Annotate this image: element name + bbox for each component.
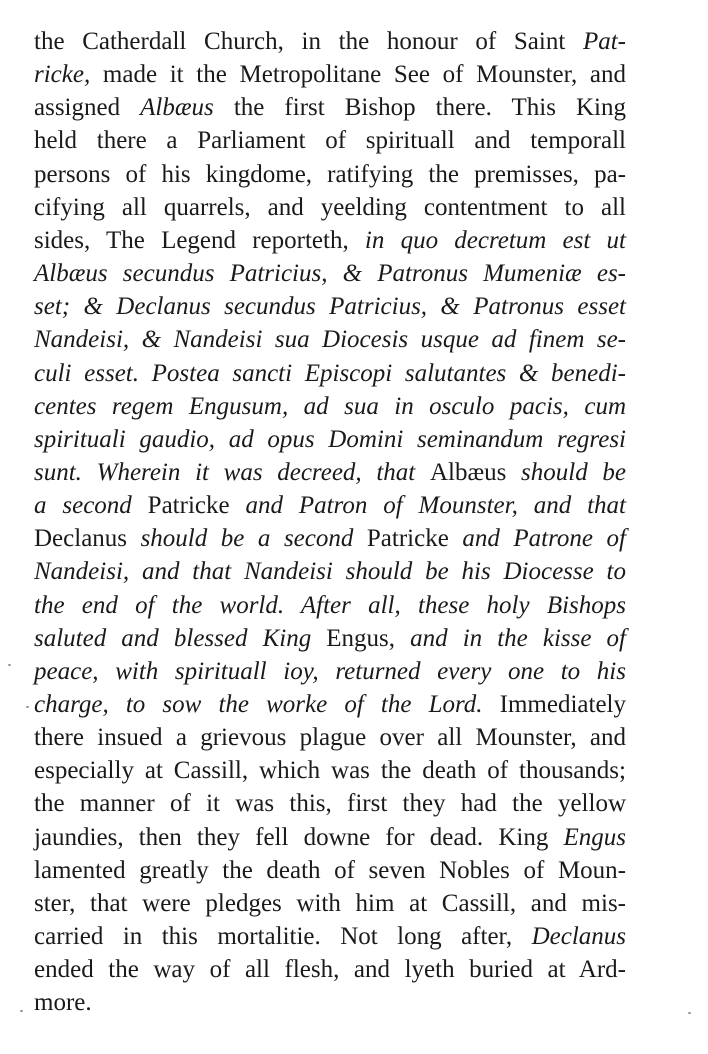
roman-text: made it the Metropolitane See of Mounster, and	[90, 61, 626, 89]
roman-text: Albæus	[429, 458, 507, 486]
text-line	[34, 58, 626, 91]
roman-text: Declanus	[34, 525, 128, 553]
italic-text: the end of the world. After all, these holy Bishops	[34, 591, 626, 619]
text-line	[34, 555, 626, 588]
roman-text: especially at Cassill, which was the death of thousands;	[34, 757, 626, 785]
text-line	[34, 920, 626, 953]
italic-text: saluted and blessed King	[34, 624, 327, 652]
italic-text: Pat-	[582, 28, 626, 55]
text-line	[34, 589, 626, 622]
text-line	[34, 456, 626, 489]
roman-text: more.	[34, 989, 92, 1017]
text-line	[34, 887, 626, 920]
roman-text: ster, that were pledges with him at Cassill, and mis-	[34, 889, 626, 917]
text-line	[34, 489, 626, 522]
text-line	[34, 290, 626, 323]
italic-text: centes regem Engusum, ad sua in osculo pacis, cum	[34, 392, 626, 420]
roman-text: there insued a grievous plague over all Mounster, and	[34, 724, 626, 752]
italic-text: Albæus secundus Patricius, & Patronus Mumeniæ es-	[34, 260, 626, 287]
text-line	[34, 323, 626, 356]
text-line	[34, 721, 626, 754]
text-line	[34, 124, 626, 157]
italic-text: should be	[506, 458, 626, 486]
italic-text: spirituali gaudio, ad opus Domini seminandum regresi	[34, 425, 626, 453]
text-line	[34, 754, 626, 787]
text-line	[34, 390, 626, 423]
roman-text: cifying all quarrels, and yeelding contentment to all	[34, 193, 626, 221]
roman-text: assigned	[34, 94, 141, 122]
italic-text: sunt. Wherein it was decreed, that	[34, 458, 430, 486]
italic-text: set; & Declanus secundus Patricius, & Patronus esset	[34, 293, 626, 321]
italic-text: charge, to sow the worke of the Lord.	[34, 691, 483, 718]
italic-text: Nandeisi, and that Nandeisi should be his Diocesse to	[34, 558, 626, 586]
italic-text: Engus	[563, 823, 626, 851]
margin-speck	[688, 1012, 691, 1014]
roman-text: persons of his kingdome, ratifying the premisses, pa-	[34, 160, 626, 188]
text-line	[34, 25, 626, 58]
italic-text: Declanus	[531, 923, 626, 950]
roman-text: held there a Parliament of spirituall and temporall	[34, 127, 626, 155]
text-line	[34, 953, 626, 986]
italic-text: peace, with spirituall ioy, returned every one to his	[34, 657, 626, 685]
roman-text: Immediately	[482, 691, 626, 718]
text-line	[34, 257, 626, 290]
text-line	[34, 688, 626, 721]
italic-text: Nandeisi, & Nandeisi sua Diocesis usque ad finem se-	[34, 326, 626, 354]
roman-text: lamented greatly the death of seven Nobles of Moun-	[34, 856, 626, 884]
roman-text: jaundies, then they fell downe for dead. King	[34, 823, 564, 851]
text-line	[34, 986, 626, 1019]
italic-text: Albæus	[140, 94, 214, 122]
italic-text: in quo decretum est ut	[364, 226, 626, 254]
text-line	[34, 191, 626, 224]
roman-text: Patricke	[147, 492, 230, 520]
margin-speck	[26, 706, 29, 708]
italic-text: and Patrone of	[448, 525, 626, 553]
roman-text: Engus,	[326, 624, 396, 652]
text-line	[34, 91, 626, 124]
text-line	[34, 522, 626, 555]
text-line	[34, 158, 626, 191]
roman-text: Patricke	[366, 525, 449, 553]
text-line	[34, 423, 626, 456]
margin-speck	[8, 664, 11, 666]
italic-text: culi esset. Postea sancti Episcopi salutantes & benedi-	[34, 359, 626, 387]
text-line	[34, 821, 626, 854]
italic-text: and Patron of Mounster, and that	[229, 492, 626, 520]
roman-text: carried in this mortalitie. Not long after,	[34, 923, 532, 950]
text-line	[34, 357, 626, 390]
roman-text: the first Bishop there. This King	[213, 94, 626, 122]
roman-text: the manner of it was this, first they had the yellow	[34, 790, 626, 818]
italic-text: should be a second	[127, 525, 367, 553]
roman-text: the Catherdall Church, in the honour of Saint	[34, 28, 583, 55]
roman-text: ended the way of all flesh, and lyeth buried at Ard-	[34, 956, 626, 984]
roman-text: sides, The Legend reporteth,	[34, 226, 365, 254]
italic-text: ricke,	[34, 61, 91, 89]
text-line	[34, 854, 626, 887]
margin-speck	[20, 1010, 23, 1012]
text-line	[34, 655, 626, 688]
text-line	[34, 622, 626, 655]
text-line	[34, 787, 626, 820]
italic-text: a second	[34, 492, 148, 520]
text-line	[34, 224, 626, 257]
italic-text: and in the kisse of	[395, 624, 626, 652]
